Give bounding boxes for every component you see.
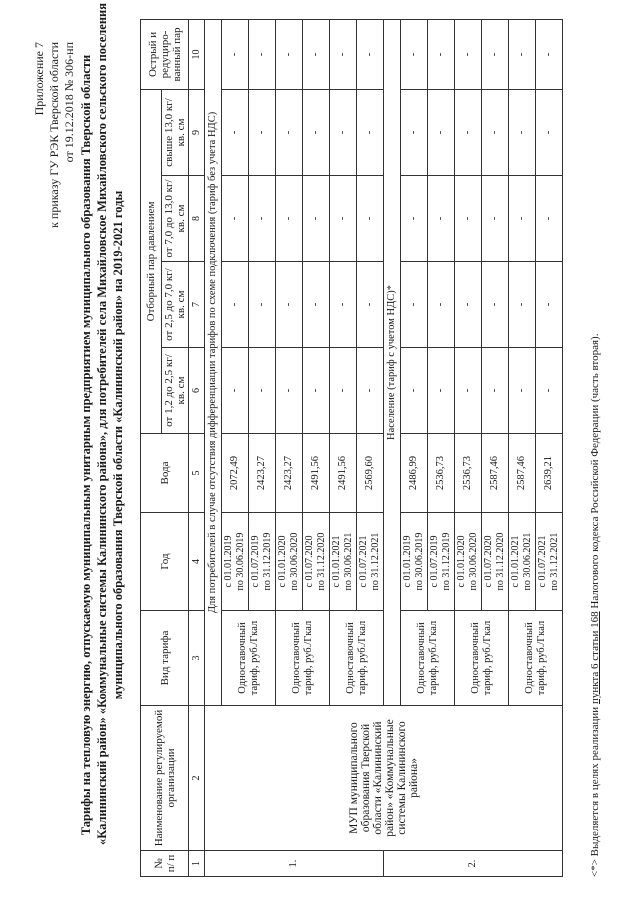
header-pressure: свыше 13,0 кг/кв. см	[162, 89, 189, 175]
water-tariff: 2423,27	[276, 434, 303, 513]
water-tariff: 2072,49	[222, 434, 249, 513]
annex-line: к приказу ГУ РЭК Тверской области	[47, 42, 61, 228]
period-cell	[536, 513, 563, 611]
empty-value: -	[249, 89, 276, 175]
period-to: по 30.06.2020	[289, 532, 300, 591]
empty-value: -	[455, 262, 482, 348]
empty-value: -	[482, 19, 509, 89]
section-row	[205, 19, 222, 876]
water-tariff: 2536,73	[428, 434, 455, 513]
period-to: по 31.12.2021	[549, 532, 560, 591]
organization-name: МУП муниципального образования Тверской области «Калининский район» «Коммунальные системы Калининского района»	[205, 706, 563, 851]
period-from: с 01.01.2021	[331, 535, 342, 588]
section-number: 2.	[384, 851, 563, 877]
period-cell	[401, 513, 428, 611]
header-number: № п/ п	[141, 851, 189, 877]
empty-value: -	[482, 176, 509, 262]
column-number: 2	[189, 706, 205, 851]
empty-value: -	[536, 19, 563, 89]
empty-value: -	[222, 89, 249, 175]
section-number: 1.	[205, 851, 384, 877]
empty-value: -	[330, 89, 357, 175]
empty-value: -	[357, 19, 384, 89]
period-to: по 30.06.2019	[414, 532, 425, 591]
period-from: с 01.01.2020	[456, 535, 467, 588]
empty-value: -	[249, 19, 276, 89]
period-to: по 31.12.2021	[370, 532, 381, 591]
footnote-text: <*> Выделяется в целях реализации	[589, 704, 601, 877]
document-title	[78, 2, 126, 845]
water-tariff: 2536,73	[455, 434, 482, 513]
period-cell	[428, 513, 455, 611]
column-number: 10	[189, 19, 205, 89]
empty-value: -	[401, 348, 428, 434]
column-number: 6	[189, 348, 205, 434]
period-cell	[509, 513, 536, 611]
period-from: с 01.01.2020	[277, 535, 288, 588]
period-cell	[357, 513, 384, 611]
period-from: с 01.01.2021	[510, 535, 521, 588]
empty-value: -	[401, 176, 428, 262]
period-from: с 01.07.2021	[358, 535, 369, 588]
empty-value: -	[509, 89, 536, 175]
tariff-kind: Одноставочный тариф, руб./Гкал	[276, 611, 330, 706]
column-number: 5	[189, 434, 205, 513]
period-to: по 31.12.2020	[495, 532, 506, 591]
empty-value: -	[509, 262, 536, 348]
header-tariff-kind: Вид тарифа	[141, 611, 189, 706]
empty-value: -	[357, 262, 384, 348]
empty-value: -	[303, 262, 330, 348]
empty-value: -	[455, 89, 482, 175]
empty-value: -	[330, 262, 357, 348]
period-to: по 30.06.2021	[522, 532, 533, 591]
empty-value: -	[303, 89, 330, 175]
tariff-kind: Одноставочный тариф, руб./Гкал	[222, 611, 276, 706]
water-tariff: 2587,46	[509, 434, 536, 513]
empty-value: -	[455, 176, 482, 262]
period-to: по 30.06.2020	[468, 532, 479, 591]
footnote-link[interactable]: пункта 6 статьи 168	[589, 611, 601, 705]
empty-value: -	[222, 348, 249, 434]
empty-value: -	[330, 19, 357, 89]
empty-value: -	[401, 262, 428, 348]
empty-value: -	[276, 348, 303, 434]
column-number: 3	[189, 611, 205, 706]
empty-value: -	[482, 262, 509, 348]
water-tariff: 2587,46	[482, 434, 509, 513]
period-to: по 31.12.2019	[262, 532, 273, 591]
tariff-table	[140, 19, 563, 877]
period-to: по 30.06.2021	[343, 532, 354, 591]
header-water: Вода	[141, 434, 189, 513]
column-number: 1	[189, 851, 205, 877]
period-cell	[455, 513, 482, 611]
header-sharp-steam: Острый и редуциро-ванный пар	[141, 19, 189, 89]
water-tariff: 2486,99	[401, 434, 428, 513]
empty-value: -	[249, 262, 276, 348]
empty-value: -	[428, 89, 455, 175]
empty-value: -	[276, 89, 303, 175]
empty-value: -	[482, 348, 509, 434]
period-cell	[222, 513, 249, 611]
period-from: с 01.01.2019	[402, 535, 413, 588]
empty-value: -	[357, 89, 384, 175]
period-cell	[276, 513, 303, 611]
empty-value: -	[428, 176, 455, 262]
column-number: 4	[189, 513, 205, 611]
empty-value: -	[401, 89, 428, 175]
empty-value: -	[428, 262, 455, 348]
footnote	[588, 37, 602, 877]
empty-value: -	[222, 176, 249, 262]
column-number: 9	[189, 89, 205, 175]
period-from: с 01.07.2021	[537, 535, 548, 588]
empty-value: -	[249, 176, 276, 262]
empty-value: -	[303, 19, 330, 89]
empty-value: -	[509, 176, 536, 262]
empty-value: -	[357, 176, 384, 262]
period-from: с 01.07.2020	[483, 535, 494, 588]
water-tariff: 2423,27	[249, 434, 276, 513]
water-tariff: 2639,21	[536, 434, 563, 513]
empty-value: -	[536, 89, 563, 175]
empty-value: -	[455, 19, 482, 89]
water-tariff: 2491,56	[303, 434, 330, 513]
header-pressure: от 1,2 до 2,5 кг/кв. см	[162, 348, 189, 434]
empty-value: -	[357, 348, 384, 434]
empty-value: -	[428, 19, 455, 89]
period-to: по 31.12.2020	[316, 532, 327, 591]
empty-value: -	[249, 348, 276, 434]
header-pressure: от 2,5 до 7,0 кг/кв. см	[162, 262, 189, 348]
empty-value: -	[303, 176, 330, 262]
title-line: муниципального образования Тверской области «Калининский район» на 2019-2021 годы	[111, 190, 125, 700]
title-line: Тарифы на тепловую энергию, отпускаемую муниципальным унитарным предприятием муниципального образования Тверской области	[79, 54, 93, 836]
period-cell	[303, 513, 330, 611]
empty-value: -	[276, 176, 303, 262]
empty-value: -	[509, 348, 536, 434]
period-from: с 01.07.2019	[250, 535, 261, 588]
annex-header	[32, 42, 77, 322]
annex-line: от 19.12.2018 № 306-нп	[62, 42, 76, 163]
empty-value: -	[330, 176, 357, 262]
empty-value: -	[276, 19, 303, 89]
tariff-kind: Одноставочный тариф, руб./Гкал	[455, 611, 509, 706]
footnote-text: Налогового кодекса Российской Федерации (часть вторая).	[589, 333, 601, 612]
empty-value: -	[401, 19, 428, 89]
header-row	[141, 19, 162, 876]
period-from: с 01.01.2019	[223, 535, 234, 588]
period-cell	[330, 513, 357, 611]
section-title: Для потребителей в случае отсутствия дифференциации тарифов по схеме подключения (тариф без учета НДС)	[205, 19, 222, 705]
period-from: с 01.07.2020	[304, 535, 315, 588]
tariff-kind: Одноставочный тариф, руб./Гкал	[401, 611, 455, 706]
empty-value: -	[303, 348, 330, 434]
empty-value: -	[222, 262, 249, 348]
period-cell	[482, 513, 509, 611]
header-steam: Отборный пар давлением	[141, 89, 162, 433]
title-line: «Калининский район» «Коммунальные системы Калининского района», для потребителей села Михайловское Михайловского сельского поселения	[95, 2, 109, 845]
empty-value: -	[222, 19, 249, 89]
period-cell	[249, 513, 276, 611]
empty-value: -	[455, 348, 482, 434]
empty-value: -	[536, 348, 563, 434]
annex-line: Приложение 7	[32, 42, 46, 116]
tariff-kind: Одноставочный тариф, руб./Гкал	[330, 611, 384, 706]
empty-value: -	[276, 262, 303, 348]
tariff-kind: Одноставочный тариф, руб./Гкал	[509, 611, 563, 706]
header-pressure: от 7,0 до 13,0 кг/кв. см	[162, 176, 189, 262]
empty-value: -	[330, 348, 357, 434]
empty-value: -	[536, 262, 563, 348]
header-year: Год	[141, 513, 189, 611]
period-to: по 30.06.2019	[235, 532, 246, 591]
column-number: 7	[189, 262, 205, 348]
water-tariff: 2491,56	[330, 434, 357, 513]
column-number-row	[189, 19, 205, 876]
period-from: с 01.07.2019	[429, 535, 440, 588]
header-organization: Наименование регулируемой организации	[141, 706, 189, 851]
period-to: по 31.12.2019	[441, 532, 452, 591]
empty-value: -	[482, 89, 509, 175]
water-tariff: 2569,60	[357, 434, 384, 513]
section-title: Население (тариф с учетом НДС)*	[384, 19, 401, 705]
column-number: 8	[189, 176, 205, 262]
empty-value: -	[509, 19, 536, 89]
empty-value: -	[536, 176, 563, 262]
empty-value: -	[428, 348, 455, 434]
